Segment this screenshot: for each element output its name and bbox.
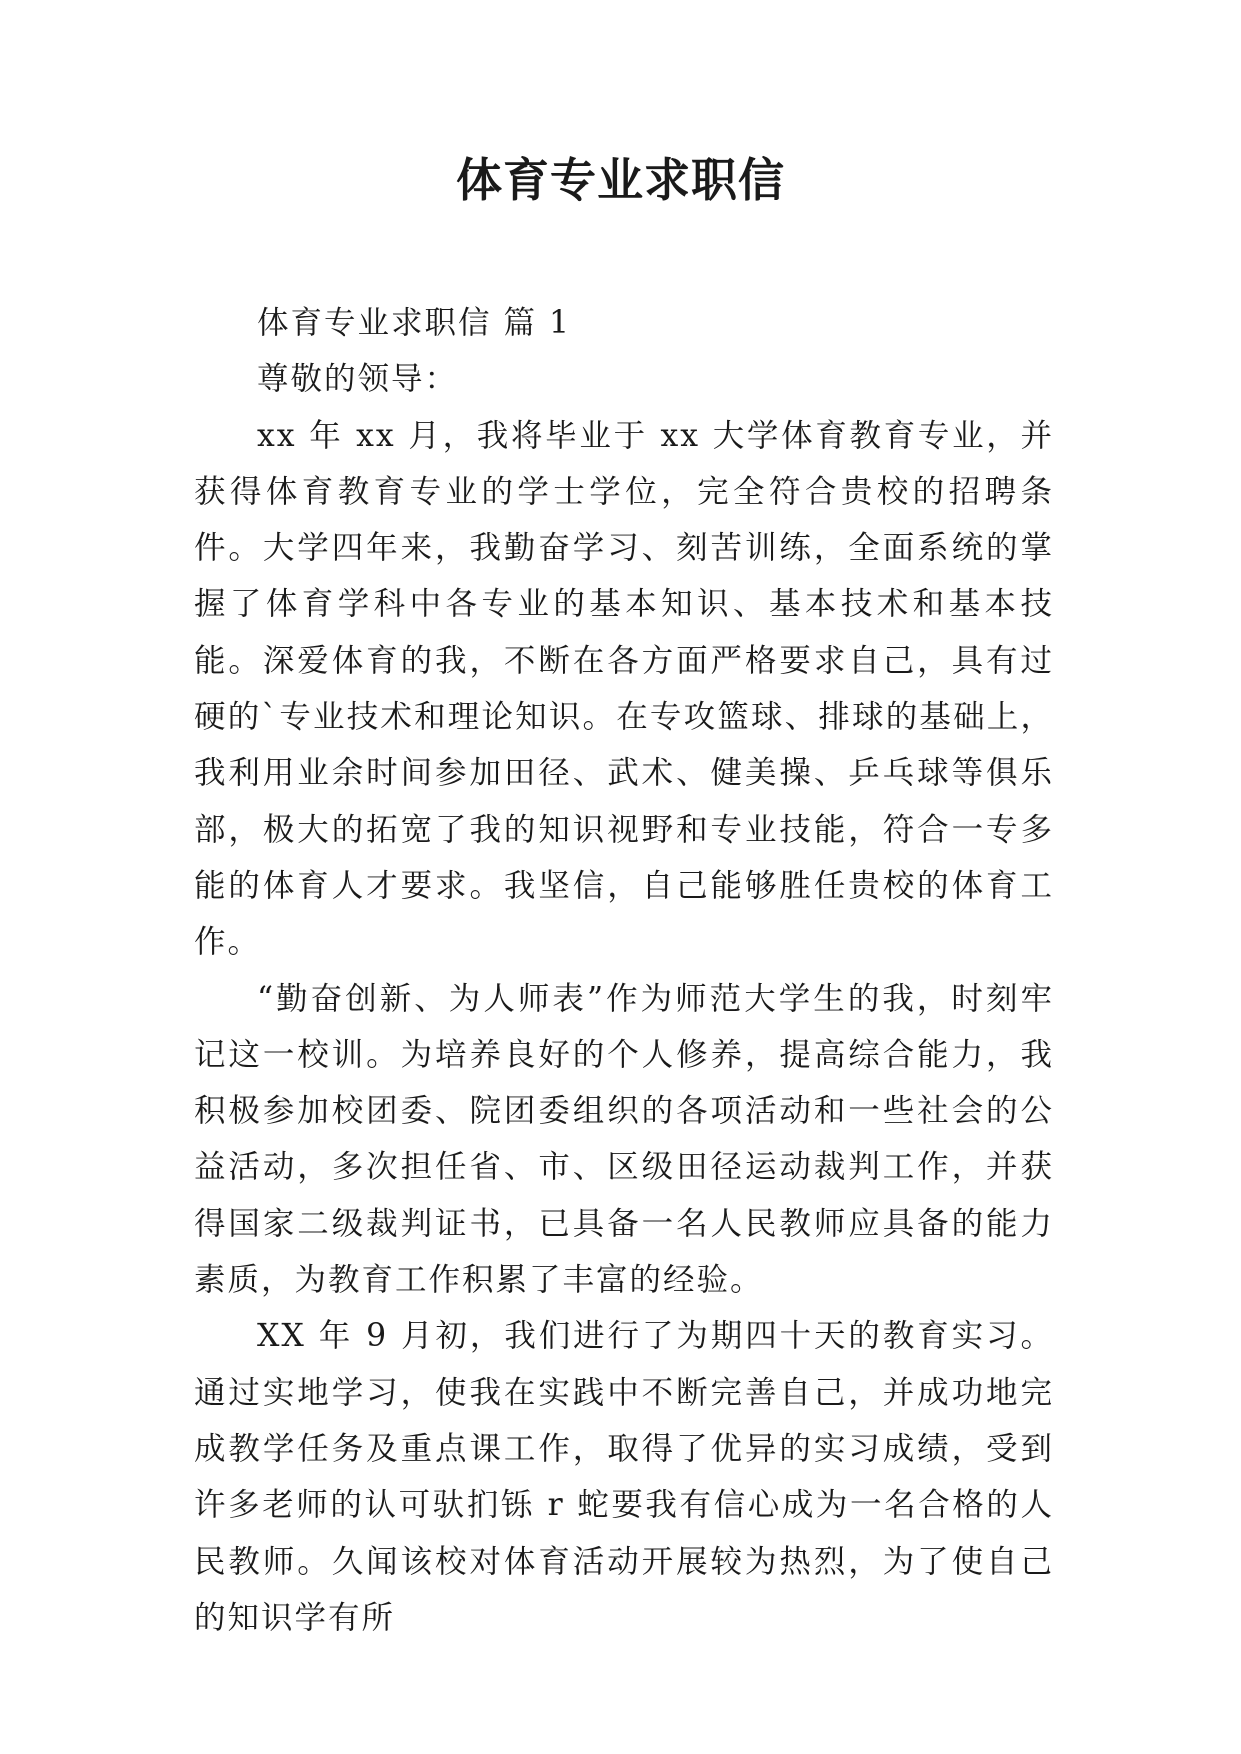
section-heading: 体育专业求职信 篇 1: [257, 305, 572, 341]
document-body: [194, 295, 1054, 1646]
paragraph: XX 年 9 月初，我们进行了为期四十天的教育实习。通过实地学习，使我在实践中不断完善自己，并成功地完成教学任务及重点课工作，取得了优异的实习成绩，受到许多老师的认可驮扪铄 r 蛇要我有信心成为一名合格的人民教师。久闻该校对体育活动开展较为热烈，为了使自己的知识学有所: [194, 1318, 1054, 1636]
paragraph: “勤奋创新、为人师表”作为师范大学生的我，时刻牢记这一校训。为培养良好的个人修养，提高综合能力，我积极参加校团委、院团委组织的各项活动和一些社会的公益活动，多次担任省、市、区级田径运动裁判工作，并获得国家二级裁判证书，已具备一名人民教师应具备的能力素质，为教育工作积累了丰富的经验。: [194, 980, 1054, 1299]
document-title: 体育专业求职信: [456, 153, 785, 207]
salutation: 尊敬的领导：: [257, 361, 459, 398]
paragraph: xx 年 xx 月，我将毕业于 xx 大学体育教育专业，并获得体育教育专业的学士学位，完全符合贵校的招聘条件。大学四年来，我勤奋学习、刻苦训练，全面系统的掌握了体育学科中各专业的基本知识、基本技术和基本技能。深爱体育的我，不断在各方面严格要求自己，具有过硬的`专业技术和理论知识。在专攻篮球、排球的基础上，我利用业余时间参加田径、武术、健美操、乒乓球等俱乐部，极大的拓宽了我的知识视野和专业技能，符合一专多能的体育人才要求。我坚信，自己能够胜任贵校的体育工作。: [194, 417, 1054, 961]
